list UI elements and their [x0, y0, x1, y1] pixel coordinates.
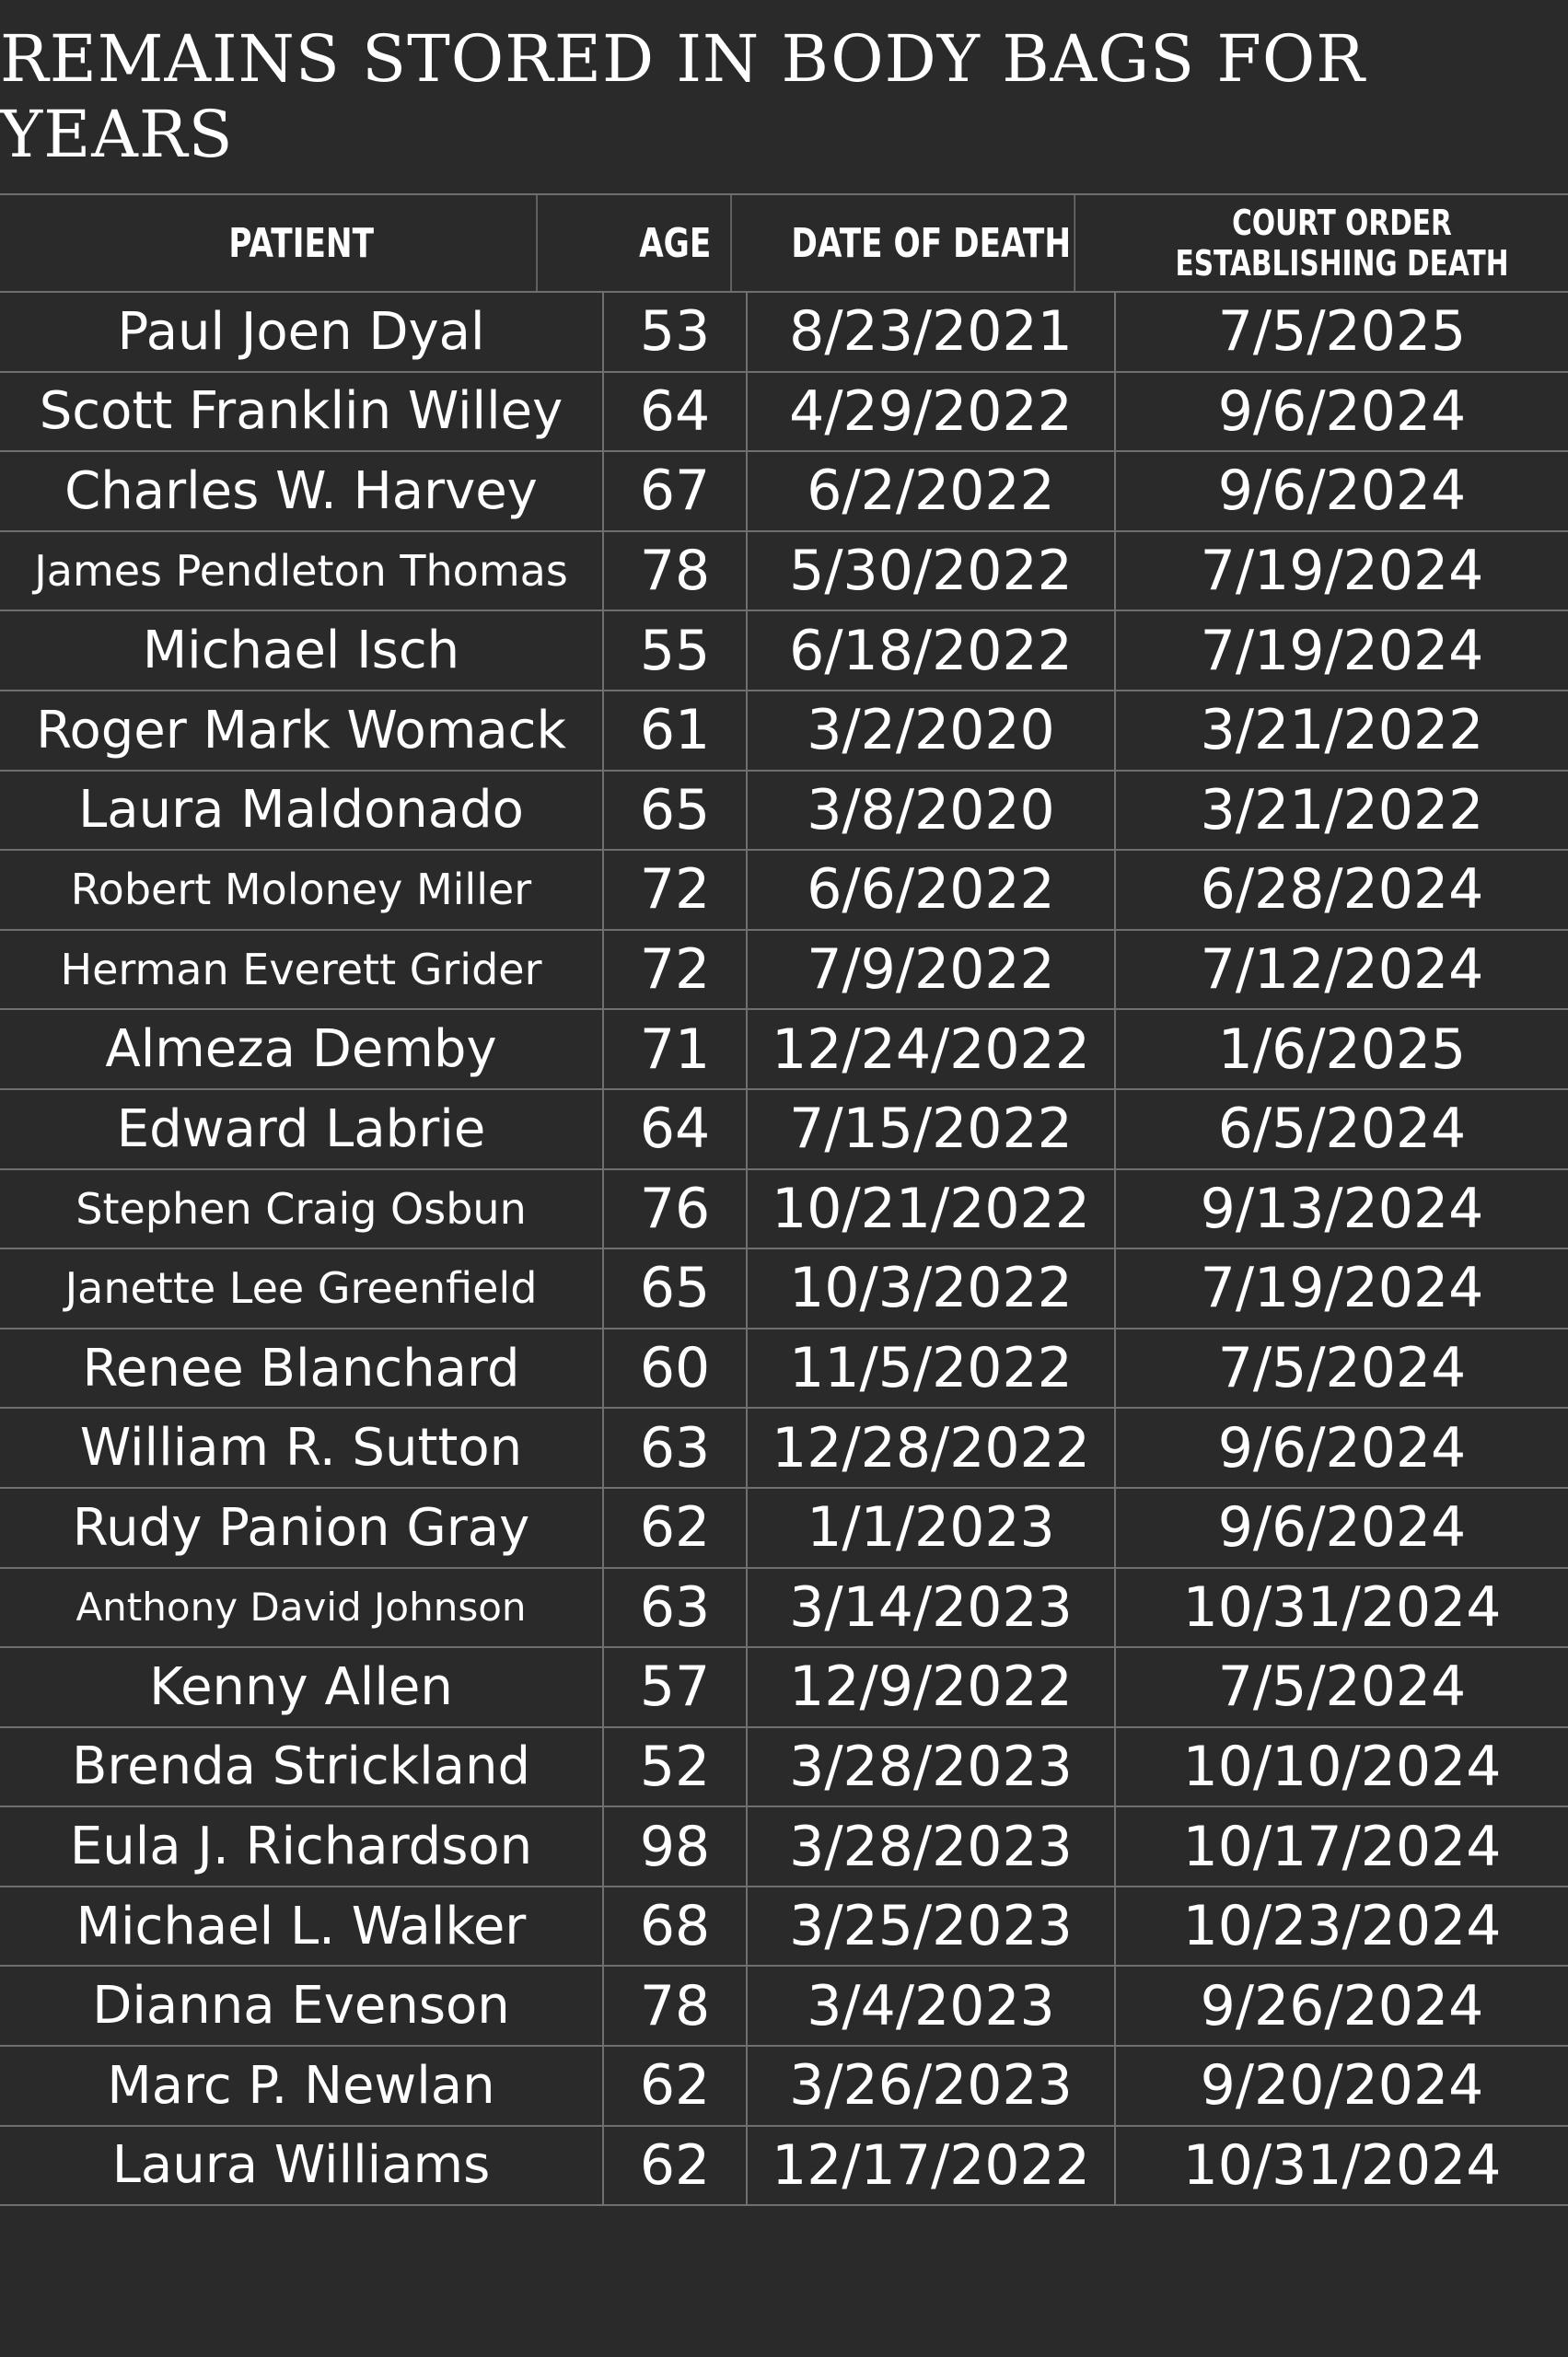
date-of-death-cell: 7/9/2022 — [748, 931, 1116, 1009]
patient-cell: William R. Sutton — [0, 1409, 604, 1487]
age-cell: 62 — [604, 2047, 748, 2125]
age-cell: 57 — [604, 1648, 748, 1726]
patient-cell: Robert Moloney Miller — [0, 851, 604, 929]
age-cell: 64 — [604, 373, 748, 451]
table-row — [0, 1329, 1568, 1410]
table-body — [0, 293, 1568, 2206]
court-order-date-cell: 10/10/2024 — [1182, 1734, 1502, 1799]
court-order-date-cell: 7/5/2024 — [1217, 1336, 1467, 1401]
court-order-date-cell: 9/13/2024 — [1200, 1176, 1484, 1241]
patient-cell: Kenny Allen — [0, 1648, 604, 1726]
page-title: REMAINS STORED IN BODY BAGS FOR YEARS — [0, 0, 1568, 195]
date-of-death-cell: 3/26/2023 — [748, 2047, 1116, 2125]
date-of-death-cell: 3/4/2023 — [748, 1967, 1116, 2045]
age-cell: 61 — [604, 691, 748, 770]
table-row — [0, 293, 1568, 373]
age-cell: 53 — [604, 293, 748, 371]
patient-cell: Scott Franklin Willey — [0, 373, 604, 451]
table-row — [0, 611, 1568, 691]
age-cell: 78 — [604, 532, 748, 610]
patient-cell: Rudy Panion Gray — [0, 1489, 604, 1567]
date-of-death-cell: 8/23/2021 — [748, 293, 1116, 371]
court-order-date-cell: 7/19/2024 — [1200, 618, 1484, 683]
age-cell: 76 — [604, 1170, 748, 1248]
court-order-date-cell: 6/28/2024 — [1200, 857, 1484, 923]
court-order-date-cell: 3/21/2022 — [1200, 777, 1484, 842]
patient-cell: James Pendleton Thomas — [0, 532, 604, 610]
court-order-date-cell: 3/21/2022 — [1200, 698, 1484, 763]
patient-cell: Herman Everett Grider — [0, 931, 604, 1009]
patient-cell: Almeza Demby — [0, 1010, 604, 1088]
patient-cell: Michael Isch — [0, 611, 604, 690]
date-of-death-cell: 10/21/2022 — [748, 1170, 1116, 1248]
age-cell: 63 — [604, 1569, 748, 1647]
column-header-court-order-line1: COURT ORDER — [1232, 203, 1452, 243]
table-row — [0, 1967, 1568, 2047]
court-order-date-cell: 10/31/2024 — [1182, 1574, 1502, 1640]
table-row — [0, 1807, 1568, 1887]
table-row — [0, 532, 1568, 612]
court-order-date-cell: 1/6/2025 — [1217, 1016, 1467, 1082]
patient-cell: Charles W. Harvey — [0, 452, 604, 530]
age-cell: 62 — [604, 2127, 748, 2205]
court-order-date-cell: 10/31/2024 — [1182, 2132, 1502, 2198]
patient-cell: Dianna Evenson — [0, 1967, 604, 2045]
age-cell: 72 — [604, 851, 748, 929]
column-header-court-order — [1166, 195, 1518, 291]
column-header-age: AGE — [620, 195, 732, 291]
date-of-death-cell: 3/8/2020 — [748, 772, 1116, 850]
patient-cell: Michael L. Walker — [0, 1887, 604, 1966]
date-of-death-cell: 11/5/2022 — [748, 1329, 1116, 1408]
table-row — [0, 1648, 1568, 1728]
date-of-death-cell: 3/14/2023 — [748, 1569, 1116, 1647]
court-order-date-cell: 7/19/2024 — [1200, 1256, 1484, 1321]
date-of-death-cell: 5/30/2022 — [748, 532, 1116, 610]
court-order-date-cell: 6/5/2024 — [1217, 1097, 1467, 1162]
date-of-death-cell: 6/6/2022 — [748, 851, 1116, 929]
age-cell: 98 — [604, 1807, 748, 1886]
date-of-death-cell: 3/28/2023 — [748, 1728, 1116, 1806]
court-order-date-cell: 7/5/2024 — [1217, 1655, 1467, 1720]
date-of-death-cell: 1/1/2023 — [748, 1489, 1116, 1567]
table-row — [0, 1010, 1568, 1090]
table-row — [0, 1249, 1568, 1329]
table-row — [0, 691, 1568, 772]
age-cell: 55 — [604, 611, 748, 690]
age-cell: 63 — [604, 1409, 748, 1487]
court-order-date-cell: 7/19/2024 — [1200, 539, 1484, 604]
table-row — [0, 373, 1568, 453]
age-cell: 78 — [604, 1967, 748, 2045]
column-header-patient: PATIENT — [66, 195, 538, 291]
patient-cell: Brenda Strickland — [0, 1728, 604, 1806]
court-order-date-cell: 9/6/2024 — [1217, 1495, 1467, 1561]
table-row — [0, 1489, 1568, 1569]
date-of-death-cell: 12/28/2022 — [748, 1409, 1116, 1487]
date-of-death-cell: 7/15/2022 — [748, 1090, 1116, 1168]
column-header-date-of-death: DATE OF DEATH — [788, 195, 1075, 291]
patient-cell: Paul Joen Dyal — [0, 293, 604, 371]
table-row — [0, 1887, 1568, 1968]
age-cell: 72 — [604, 931, 748, 1009]
court-order-date-cell: 10/23/2024 — [1182, 1894, 1502, 1959]
age-cell: 64 — [604, 1090, 748, 1168]
patient-cell: Edward Labrie — [0, 1090, 604, 1168]
table-row — [0, 772, 1568, 852]
age-cell: 67 — [604, 452, 748, 530]
table-row — [0, 851, 1568, 931]
patient-cell: Marc P. Newlan — [0, 2047, 604, 2125]
table-header-row — [0, 195, 1568, 293]
date-of-death-cell: 12/17/2022 — [748, 2127, 1116, 2205]
court-order-date-cell: 9/6/2024 — [1217, 1415, 1467, 1480]
date-of-death-cell: 3/2/2020 — [748, 691, 1116, 770]
age-cell: 65 — [604, 772, 748, 850]
age-cell: 52 — [604, 1728, 748, 1806]
date-of-death-cell: 12/24/2022 — [748, 1010, 1116, 1088]
table-row — [0, 1409, 1568, 1489]
column-header-court-order-line2: ESTABLISHING DEATH — [1175, 243, 1509, 284]
table-row — [0, 2047, 1568, 2127]
age-cell: 68 — [604, 1887, 748, 1966]
date-of-death-cell: 6/18/2022 — [748, 611, 1116, 690]
court-order-date-cell: 10/17/2024 — [1182, 1814, 1502, 1879]
court-order-date-cell: 9/20/2024 — [1200, 2053, 1484, 2119]
date-of-death-cell: 10/3/2022 — [748, 1249, 1116, 1328]
patient-cell: Eula J. Richardson — [0, 1807, 604, 1886]
table-row — [0, 452, 1568, 532]
court-order-date-cell: 9/6/2024 — [1217, 459, 1467, 524]
date-of-death-cell: 12/9/2022 — [748, 1648, 1116, 1726]
patient-cell: Renee Blanchard — [0, 1329, 604, 1408]
court-order-date-cell: 7/5/2025 — [1217, 299, 1467, 365]
patient-cell: Stephen Craig Osbun — [0, 1170, 604, 1248]
patient-cell: Anthony David Johnson — [0, 1569, 604, 1647]
table-row — [0, 1090, 1568, 1170]
age-cell: 60 — [604, 1329, 748, 1408]
table-row — [0, 2127, 1568, 2207]
date-of-death-cell: 3/25/2023 — [748, 1887, 1116, 1966]
date-of-death-cell: 3/28/2023 — [748, 1807, 1116, 1886]
age-cell: 71 — [604, 1010, 748, 1088]
court-order-date-cell: 7/12/2024 — [1200, 937, 1484, 1003]
patient-cell: Roger Mark Womack — [0, 691, 604, 770]
table-row — [0, 1569, 1568, 1649]
patient-cell: Laura Maldonado — [0, 772, 604, 850]
date-of-death-cell: 6/2/2022 — [748, 452, 1116, 530]
table-row — [0, 931, 1568, 1011]
court-order-date-cell: 9/6/2024 — [1217, 378, 1467, 444]
table-row — [0, 1170, 1568, 1250]
table-row — [0, 1728, 1568, 1808]
court-order-date-cell: 9/26/2024 — [1200, 1973, 1484, 2038]
patient-cell: Laura Williams — [0, 2127, 604, 2205]
patient-cell: Janette Lee Greenfield — [0, 1249, 604, 1328]
age-cell: 65 — [604, 1249, 748, 1328]
age-cell: 62 — [604, 1489, 748, 1567]
date-of-death-cell: 4/29/2022 — [748, 373, 1116, 451]
remains-table — [0, 195, 1568, 2206]
